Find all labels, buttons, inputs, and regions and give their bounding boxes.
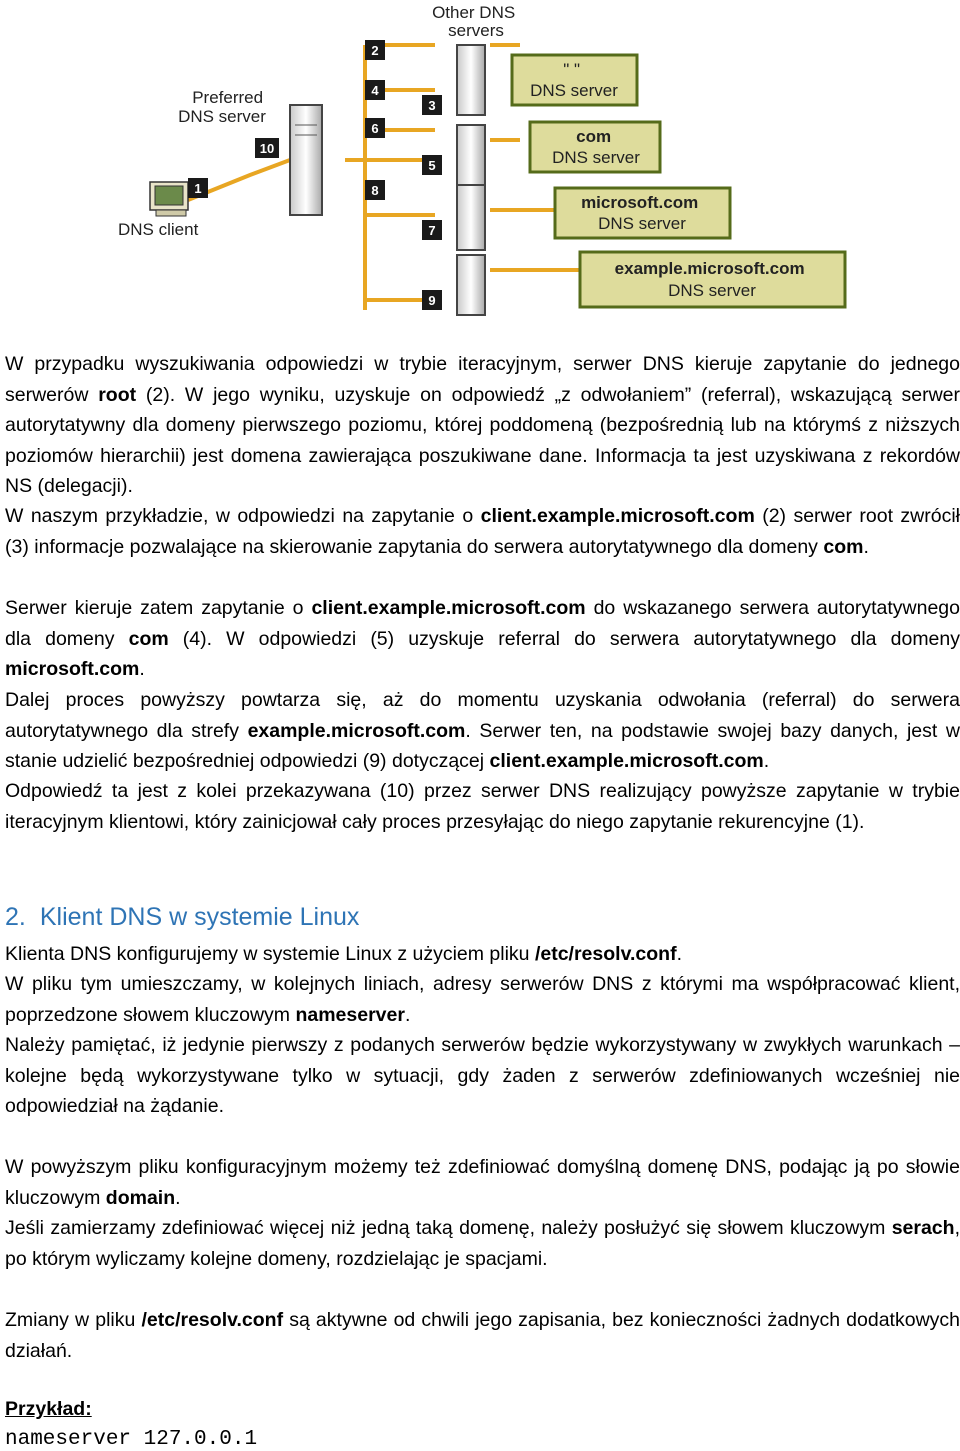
svg-text:4: 4 — [371, 83, 379, 98]
svg-text:6: 6 — [371, 121, 379, 136]
svg-text:7: 7 — [428, 223, 436, 238]
svg-text:" " DNS server: " " DNS server — [530, 60, 618, 100]
svg-text:2: 2 — [371, 43, 379, 58]
step-badge-4 — [365, 80, 385, 100]
paragraph-iterative-query: W przypadku wyszukiwania odpowiedzi w trybie iteracyjnym, serwer DNS kieruje zapytanie do jednego serwerów root (2). W jego wyniku, uzyskuje on odpowiedź „z odwołaniem” (referral), wskazującą serwer autorytatywny dla domeny pierwszego poziomu, której poddomeną (bezpośrednią lub na którymś z niższych poziomów hierarchii) jest domena zawierająca poszukiwane dane. Informacja ta jest uzyskiwana z rekordów NS (delegacji). — [5, 353, 960, 497]
preferred-dns-server-icon — [290, 105, 322, 215]
step-badge-8 — [365, 180, 385, 200]
paragraph-example-root: W naszym przykładzie, w odpowiedzi na zapytanie o client.example.microsoft.com (2) serwer root zwrócił (3) informacje pozwalające na skierowanie zapytania do serwera autorytatywnego dla domeny com. — [5, 505, 960, 558]
microsoft-com-dns-server-box — [555, 188, 730, 238]
step-badge-6 — [365, 118, 385, 138]
com-dns-server-box — [530, 122, 660, 172]
svg-text:microsoft.com DNS server: microsoft.com DNS server — [581, 193, 699, 233]
svg-text:5: 5 — [428, 158, 436, 173]
step-badge-3 — [422, 95, 442, 115]
dns-client-computer-icon — [150, 182, 188, 216]
example-label: Przykład: — [5, 1398, 92, 1420]
paragraph-resolv-conf: Klienta DNS konfigurujemy w systemie Linux z użyciem pliku /etc/resolv.conf. — [5, 943, 682, 965]
step-badge-5 — [422, 155, 442, 175]
paragraph-com-server: Serwer kieruje zatem zapytanie o client.example.microsoft.com do wskazanego serwera autorytatywnego dla domeny com (4). W odpowiedzi (5) uzyskuje referral do serwera autorytatywnego dla domeny microsoft.com. — [5, 597, 960, 680]
dns-client-label: DNS client — [118, 220, 199, 239]
section-heading: 2. Klient DNS w systemie Linux — [5, 903, 360, 931]
step-badge-7 — [422, 220, 442, 240]
svg-text:example.microsoft.com DN: example.microsoft.com DNS server — [614, 259, 805, 300]
svg-text:1: 1 — [194, 181, 202, 196]
example-microsoft-com-dns-server-box — [580, 252, 845, 307]
paragraph-nameserver: W pliku tym umieszczamy, w kolejnych liniach, adresy serwerów DNS z którymi ma współpracować klient, poprzedzone słowem kluczowym nameserver. — [5, 973, 960, 1026]
svg-text:9: 9 — [428, 293, 436, 308]
other-dns-servers-column — [457, 45, 485, 315]
dns-iterative-query-diagram — [100, 0, 860, 320]
step-badge-9 — [422, 290, 442, 310]
preferred-dns-server-label: Preferred DNS server — [178, 88, 266, 126]
step-badge-1 — [188, 178, 208, 198]
root-dns-server-box — [512, 55, 637, 105]
svg-text:8: 8 — [371, 183, 379, 198]
svg-text:10: 10 — [259, 141, 275, 156]
paragraph-domain: W powyższym pliku konfiguracyjnym możemy też zdefiniować domyślną domenę DNS, podając ją po słowie kluczowym domain. — [5, 1156, 960, 1209]
paragraph-search: Jeśli zamierzamy zdefiniować więcej niż jedną taką domenę, należy posłużyć się słowem kluczowym serach, po którym wyliczamy kolejne domeny, rozdzielając je spacjami. — [5, 1217, 960, 1270]
step-badge-2 — [365, 40, 385, 60]
other-dns-servers-label: Other DNS servers — [432, 3, 516, 40]
paragraph-first-server: Należy pamiętać, iż jedynie pierwszy z podanych serwerów będzie wykorzystywany w zwykłych warunkach – kolejne będą wykorzystywane tylko w sytuacji, gdy żaden z serwerów zdefiniowanych wcześniej nie odpowiedział na żądanie. — [5, 1034, 960, 1117]
paragraph-changes-active: Zmiany w pliku /etc/resolv.conf są aktywne od chwili jego zapisania, bez konieczności żadnych dodatkowych działań. — [5, 1309, 960, 1362]
svg-text:com DNS server: com DNS server — [552, 127, 640, 167]
example-code: nameserver 127.0.0.1 — [5, 1428, 258, 1451]
paragraph-referral-process: Dalej proces powyższy powtarza się, aż do momentu uzyskania odwołania (referral) do serwera autorytatywnego dla strefy example.microsoft.com. Serwer ten, na podstawie swojej bazy danych, jest w stanie udzielić bezpośredniej odpowiedzi (9) dotyczącej client.example.microsoft.com. — [5, 689, 960, 772]
paragraph-response-forwarding: Odpowiedź ta jest z kolei przekazywana (10) przez serwer DNS realizujący powyższe zapytanie w trybie iteracyjnym klientowi, który zainicjował cały proces przesyłając do niego zapytanie rekurencyjne (1). — [5, 780, 960, 833]
svg-text:3: 3 — [428, 98, 436, 113]
step-badge-10 — [255, 138, 279, 158]
